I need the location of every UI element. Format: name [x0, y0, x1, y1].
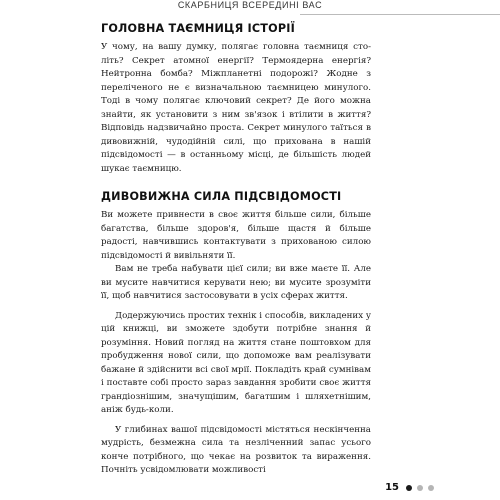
paragraph-subconscious-3: Додержуючись простих технік і способів, викладених у цій книжці, ви зможете здобути потрібне знання й розуміння. Новий погляд на життя стане поштовхом для пробудження нової сили, що допоможе вам реалізувати бажане й здійснити всі свої мрії. Покладіть край сумнівам і поставте собі просто зараз завдання зробити своє життя грандіознішим, значущішим, багатшим і шляхетнішим, аніж будь-коли. — [101, 310, 371, 415]
page-number: 15 — [385, 482, 399, 493]
paragraph-subconscious-2: Вам не треба набувати цієї сили; ви вже маєте її. Але ви мусите навчитися керувати нею; ви мусите зрозуміти її, щоб навчитися застосовувати в усіх сферах життя. — [101, 264, 371, 301]
page-content — [101, 18, 371, 478]
header-rule — [300, 14, 500, 15]
page-dot-3 — [428, 485, 434, 491]
paragraph-subconscious-4: У глибинах вашої підсвідомості містяться нескінченна мудрість, безмежна сила та незліченний запас усього конче потрібного, що чекає на розвиток та вираження. Почніть усвідомлювати можливості — [101, 424, 371, 475]
page-dot-2 — [417, 485, 423, 491]
page-footer — [385, 482, 434, 493]
section-heading-history-secret: ГОЛОВНА ТАЄМНИЦЯ ІСТОРІЇ — [101, 22, 295, 35]
paragraph-history-secret: У чому, на вашу думку, полягає головна таємниця століть? Секрет атомної енергії? Термоядерна енергія? Нейтронна бомба? Міжпланетні подорожі? Жодне з переліченого не є визначальною таємницею минулого. Тоді в чому полягає ключовий секрет? Де його можна знайти, як установити з ним зв'язок і втілити в життя? Відповідь надзвичайно проста. Секрет минулого таїться в дивовижній, чудодійній силі, що прихована в нашій підсвідомості — в останньому місці, де більшість людей шукає таємницю. — [101, 42, 371, 174]
section-heading-subconscious-power: ДИВОВИЖНА СИЛА ПІДСВІДОМОСТІ — [101, 190, 342, 203]
paragraph-subconscious-1: Ви можете привнести в своє життя більше сили, більше багатства, більше здоров'я, більше щастя й більше радості, навчившись контактувати з прихованою силою підсвідомості й вивільняти її. — [101, 210, 371, 261]
running-head-title: СКАРБНИЦЯ ВСЕРЕДИНІ ВАС — [177, 0, 323, 10]
running-head — [0, 0, 500, 10]
page-dot-1 — [406, 485, 412, 491]
